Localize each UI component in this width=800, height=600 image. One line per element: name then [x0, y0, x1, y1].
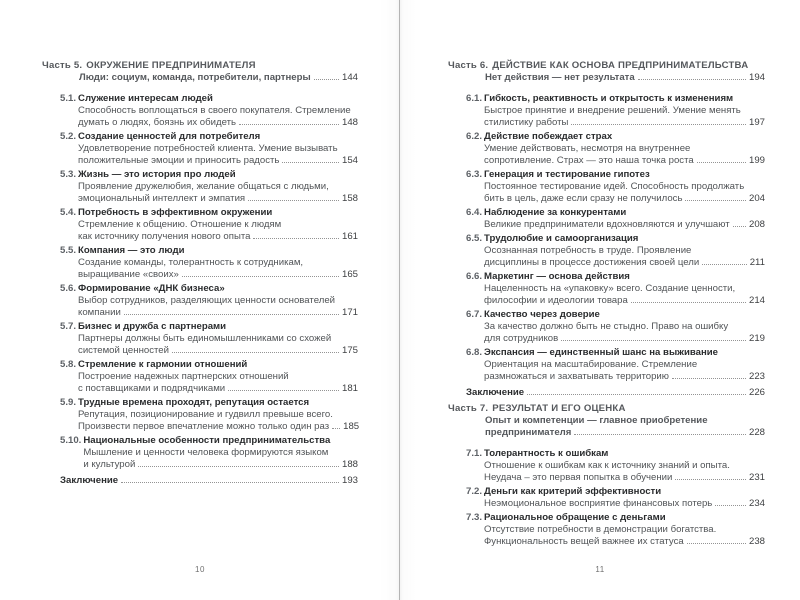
entry-title: Служение интересам людей [78, 93, 213, 104]
entry-page-number: 226 [748, 387, 765, 398]
toc-leader-line [466, 387, 765, 399]
toc-leader-line [78, 269, 358, 281]
entry-body [484, 169, 765, 205]
entry-number: 5.3. [60, 169, 77, 180]
leader-dots [124, 314, 339, 315]
entry-description-line: Умение действовать, несмотря на внутреннее [484, 143, 691, 154]
toc-entry [466, 347, 765, 383]
entry-page-number: 234 [748, 498, 765, 509]
entry-page-number: 171 [341, 307, 358, 318]
entry-body [484, 271, 765, 307]
entry-number: 5.5. [60, 245, 77, 256]
entry-page-number: 158 [341, 193, 358, 204]
entry-title: Трудолюбие и самоорганизация [484, 233, 639, 244]
entry-body [484, 131, 765, 167]
entry-body [484, 347, 765, 383]
entry-title: Компания — это люди [78, 245, 185, 256]
entry-description-line: Репутация, позиционирование и гудвилл превыше всего. [78, 409, 333, 420]
entry-description-text: сопротивление. Страх — это наша точка роста [484, 155, 694, 166]
toc-leader-line [484, 155, 765, 167]
entry-body [78, 359, 358, 395]
entry-page-number: 204 [748, 193, 765, 204]
entry-title: Создание ценностей для потребителя [78, 131, 261, 142]
entry-number: 6.1. [466, 93, 483, 104]
toc-entry [60, 359, 358, 395]
leader-dots [228, 390, 339, 391]
entry-number: 5.4. [60, 207, 77, 218]
toc-leader-line [484, 295, 765, 307]
leader-dots [182, 276, 339, 277]
toc-entry [466, 271, 765, 307]
entry-number: 5.2. [60, 131, 77, 142]
entry-page-number: 223 [748, 371, 765, 382]
entry-title: Стремление к гармонии отношений [78, 359, 248, 370]
toc-conclusion [60, 475, 358, 487]
entry-title: Маркетинг — основа действия [484, 271, 630, 282]
toc-entry [466, 233, 765, 269]
entry-number: 5.10. [60, 435, 82, 446]
conclusion-title: Заключение [60, 475, 119, 486]
entry-description-line: Выбор сотрудников, разделяющих ценности основателей [78, 295, 336, 306]
entry-title: Потребность в эффективном окружении [78, 207, 273, 218]
entry-description-line: Отношение к ошибкам как к источнику знаний и опыта. [484, 460, 730, 471]
entry-page-number: 211 [749, 257, 765, 268]
entry-description-text: и культурой [83, 459, 136, 470]
toc-part-heading [42, 60, 358, 84]
entry-body [484, 233, 765, 269]
entry-title: Экспансия — единственный шанс на выживание [484, 347, 718, 358]
leader-dots [172, 352, 339, 353]
entry-body [60, 475, 358, 487]
toc-leader-line [78, 231, 358, 243]
entry-title: Гибкость, реактивность и открытость к изменениям [484, 93, 734, 104]
leader-dots [702, 264, 747, 265]
part-subtitle [79, 72, 358, 84]
part-subtitle [485, 72, 765, 84]
entry-description-text: эмоциональный интеллект и эмпатия [78, 193, 246, 204]
toc-entry [60, 245, 358, 281]
entry-description-line: Стремление к общению. Отношение к людям [78, 219, 282, 230]
part-name: ДЕЙСТВИЕ КАК ОСНОВА ПРЕДПРИНИМАТЕЛЬСТВА [492, 60, 749, 71]
toc-entry [466, 512, 765, 548]
entry-description-line: Удовлетворение потребностей клиента. Умение вызывать [78, 143, 338, 154]
leader-dots [715, 505, 746, 506]
entry-description-line: За качество должно быть не стыдно. Право на ошибку [484, 321, 729, 332]
entry-description-line: Постоянное тестирование идей. Способность продолжать [484, 181, 745, 192]
entry-description-text: как источнику получения нового опыта [78, 231, 251, 242]
toc-entry [466, 93, 765, 129]
entry-description-line: Партнеры должны быть единомышленниками со схожей [78, 333, 332, 344]
entry-description-line: Ориентация на масштабирование. Стремление [484, 359, 698, 370]
leader-dots [121, 482, 339, 483]
entry-body [78, 397, 358, 433]
toc-entry [60, 397, 358, 433]
toc-leader-line [78, 155, 358, 167]
entry-page-number: 228 [748, 427, 765, 438]
page-number-left: 10 [195, 565, 205, 574]
entry-description-line: Осознанная потребность в труде. Проявление [484, 245, 692, 256]
toc-entry [60, 435, 358, 471]
entry-body [484, 207, 765, 231]
toc-leader-line [60, 475, 358, 487]
entry-number: 6.8. [466, 347, 483, 358]
entry-description-text: стилистику работы [484, 117, 569, 128]
entry-description-line: Отсутствие потребности в демонстрации богатства. [484, 524, 717, 535]
entry-description-line: Построение надежных партнерских отношений [78, 371, 289, 382]
entry-description-line: Проявление дружелюбия, желание общаться с людьми, [78, 181, 329, 192]
leader-dots [248, 200, 339, 201]
entry-title: Трудные времена проходят, репутация остается [78, 397, 310, 408]
entry-description-text: Неэмоциональное восприятие финансовых потерь [484, 498, 713, 509]
entry-title: Жизнь — это история про людей [78, 169, 236, 180]
entry-body [83, 435, 358, 471]
entry-description-line: Способность воплощаться в своего покупателя. Стремление [78, 105, 351, 116]
entry-title: Рациональное обращение с деньгами [484, 512, 666, 523]
entry-body [78, 169, 358, 205]
entry-page-number: 219 [748, 333, 765, 344]
toc-leader-line [78, 345, 358, 357]
entry-page-number: 144 [341, 72, 358, 83]
entry-body [78, 93, 358, 129]
entry-description-text: философии и идеологии товара [484, 295, 628, 306]
entry-description-line: Быстрое принятие и внедрение решений. Умение менять [484, 105, 741, 116]
toc-entry [60, 169, 358, 205]
entry-page-number: 194 [748, 72, 765, 83]
toc-entries-right [448, 60, 765, 548]
entry-description-text: Произвести первое впечатление можно только один раз [78, 421, 330, 432]
part-label: Часть 7. [448, 403, 489, 414]
entry-description-text: для сотрудников [484, 333, 559, 344]
toc-leader-line [484, 536, 765, 548]
entry-title: Бизнес и дружба с партнерами [78, 321, 227, 332]
entry-body [78, 321, 358, 357]
entry-page-number: 185 [343, 421, 360, 432]
leader-dots [253, 238, 339, 239]
leader-dots [239, 124, 339, 125]
entry-page-number: 154 [341, 155, 358, 166]
entry-description-text: с поставщиками и подрядчиками [78, 383, 226, 394]
leader-dots [282, 162, 339, 163]
entry-description-text: дисциплины в процессе достижения своей цели [484, 257, 700, 268]
part-subtitle-text: Нет действия — нет результата [485, 72, 635, 83]
entry-title: Качество через доверие [484, 309, 600, 320]
entry-page-number: 193 [341, 475, 358, 486]
toc-entries-left [42, 60, 358, 487]
entry-description-text: положительные эмоции и приносить радость [78, 155, 280, 166]
entry-body [78, 131, 358, 167]
entry-number: 5.6. [60, 283, 77, 294]
entry-body [484, 309, 765, 345]
entry-page-number: 161 [341, 231, 358, 242]
leader-dots [675, 479, 746, 480]
entry-page-number: 181 [341, 383, 358, 394]
part-name: РЕЗУЛЬТАТ И ЕГО ОЦЕНКА [492, 403, 626, 414]
entry-number: 5.9. [60, 397, 77, 408]
toc-leader-line [79, 72, 358, 84]
entry-description-line: Создание команды, толерантность к сотрудникам, [78, 257, 304, 268]
entry-description-text: Функциональность вещей важнее их статуса [484, 536, 684, 547]
toc-entry [466, 207, 765, 231]
toc-leader-line [484, 219, 765, 231]
entry-page-number: 208 [748, 219, 765, 230]
entry-number: 7.1. [466, 448, 483, 459]
entry-body [78, 207, 358, 243]
toc-entry [466, 169, 765, 205]
entry-page-number: 165 [341, 269, 358, 280]
toc-leader-line [484, 333, 765, 345]
entry-body [466, 387, 765, 399]
entry-number: 6.6. [466, 271, 483, 282]
leader-dots [685, 200, 746, 201]
toc-entry [466, 131, 765, 167]
entry-number: 7.3. [466, 512, 483, 523]
entry-body [484, 448, 765, 484]
part-label: Часть 5. [42, 60, 83, 71]
toc-leader-line [484, 472, 765, 484]
toc-leader-line [78, 421, 358, 433]
toc-entry [60, 207, 358, 243]
entry-title: Действие побеждает страх [484, 131, 613, 142]
part-label: Часть 6. [448, 60, 489, 71]
entry-number: 6.2. [466, 131, 483, 142]
part-title-line [42, 60, 358, 72]
toc-leader-line [484, 498, 765, 510]
entry-title: Формирование «ДНК бизнеса» [78, 283, 225, 294]
entry-title: Национальные особенности предпринимательства [83, 435, 331, 446]
part-subtitle-line: Опыт и компетенции — главное приобретение [485, 415, 708, 426]
toc-page-right [400, 0, 800, 600]
entry-number: 5.8. [60, 359, 77, 370]
conclusion-title: Заключение [466, 387, 525, 398]
entry-body [484, 486, 765, 510]
entry-body [484, 512, 765, 548]
toc-part-heading [448, 403, 765, 439]
leader-dots [314, 79, 339, 80]
entry-title: Толерантность к ошибкам [484, 448, 609, 459]
part-subtitle [485, 415, 765, 439]
toc-leader-line [78, 193, 358, 205]
entry-description-text: компании [78, 307, 121, 318]
toc-leader-line [484, 193, 765, 205]
entry-page-number: 231 [748, 472, 765, 483]
page-number-right: 11 [595, 565, 605, 574]
entry-number: 5.7. [60, 321, 77, 332]
leader-dots [527, 394, 746, 395]
entry-description-text: бить в цель, даже если сразу не получилось [484, 193, 683, 204]
entry-body [484, 93, 765, 129]
toc-entry [466, 309, 765, 345]
leader-dots [638, 79, 746, 80]
toc-part-heading [448, 60, 765, 84]
entry-page-number: 197 [748, 117, 765, 128]
entry-page-number: 188 [341, 459, 358, 470]
entry-description-text: Неудача – это первая попытка в обучении [484, 472, 673, 483]
toc-entry [60, 321, 358, 357]
entry-page-number: 199 [748, 155, 765, 166]
toc-leader-line [83, 459, 358, 471]
leader-dots [138, 466, 339, 467]
entry-number: 6.3. [466, 169, 483, 180]
leader-dots [733, 226, 746, 227]
part-subtitle-text: предпринимателя [485, 427, 572, 438]
toc-leader-line [78, 117, 358, 129]
leader-dots [571, 124, 746, 125]
entry-description-text: системой ценностей [78, 345, 169, 356]
toc-conclusion [466, 387, 765, 399]
entry-number: 5.1. [60, 93, 77, 104]
page-gutter-divider [399, 0, 400, 600]
toc-leader-line [484, 257, 765, 269]
part-subtitle-text: Люди: социум, команда, потребители, партнеры [79, 72, 311, 83]
entry-description-text: думать о людях, боязнь их обидеть [78, 117, 236, 128]
entry-body [78, 283, 358, 319]
entry-page-number: 238 [748, 536, 765, 547]
toc-entry [60, 93, 358, 129]
entry-number: 6.5. [466, 233, 483, 244]
leader-dots [332, 428, 340, 429]
entry-description-text: Великие предприниматели вдохновляются и улучшают [484, 219, 730, 230]
toc-leader-line [485, 72, 765, 84]
toc-leader-line [485, 427, 765, 439]
toc-leader-line [78, 307, 358, 319]
leader-dots [574, 434, 746, 435]
toc-entry [60, 283, 358, 319]
part-title-line [448, 403, 765, 415]
toc-entry [60, 131, 358, 167]
entry-body [78, 245, 358, 281]
entry-description-text: выращивание «своих» [78, 269, 179, 280]
leader-dots [631, 302, 746, 303]
entry-description-line: Нацеленность на «упаковку» всего. Создание ценности, [484, 283, 736, 294]
toc-leader-line [484, 371, 765, 383]
leader-dots [561, 340, 746, 341]
entry-number: 6.4. [466, 207, 483, 218]
toc-entry [466, 448, 765, 484]
leader-dots [687, 543, 746, 544]
entry-description-line: Мышление и ценности человека формируются языком [83, 447, 329, 458]
entry-page-number: 175 [341, 345, 358, 356]
entry-page-number: 214 [748, 295, 765, 306]
entry-title: Наблюдение за конкурентами [484, 207, 627, 218]
toc-leader-line [484, 117, 765, 129]
entry-page-number: 148 [341, 117, 358, 128]
leader-dots [697, 162, 746, 163]
part-title-line [448, 60, 765, 72]
entry-title: Генерация и тестирование гипотез [484, 169, 650, 180]
part-name: ОКРУЖЕНИЕ ПРЕДПРИНИМАТЕЛЯ [86, 60, 256, 71]
leader-dots [672, 378, 746, 379]
toc-entry [466, 486, 765, 510]
entry-number: 6.7. [466, 309, 483, 320]
entry-description-text: размножаться и захватывать территорию [484, 371, 669, 382]
entry-number: 7.2. [466, 486, 483, 497]
toc-leader-line [78, 383, 358, 395]
entry-title: Деньги как критерий эффективности [484, 486, 662, 497]
